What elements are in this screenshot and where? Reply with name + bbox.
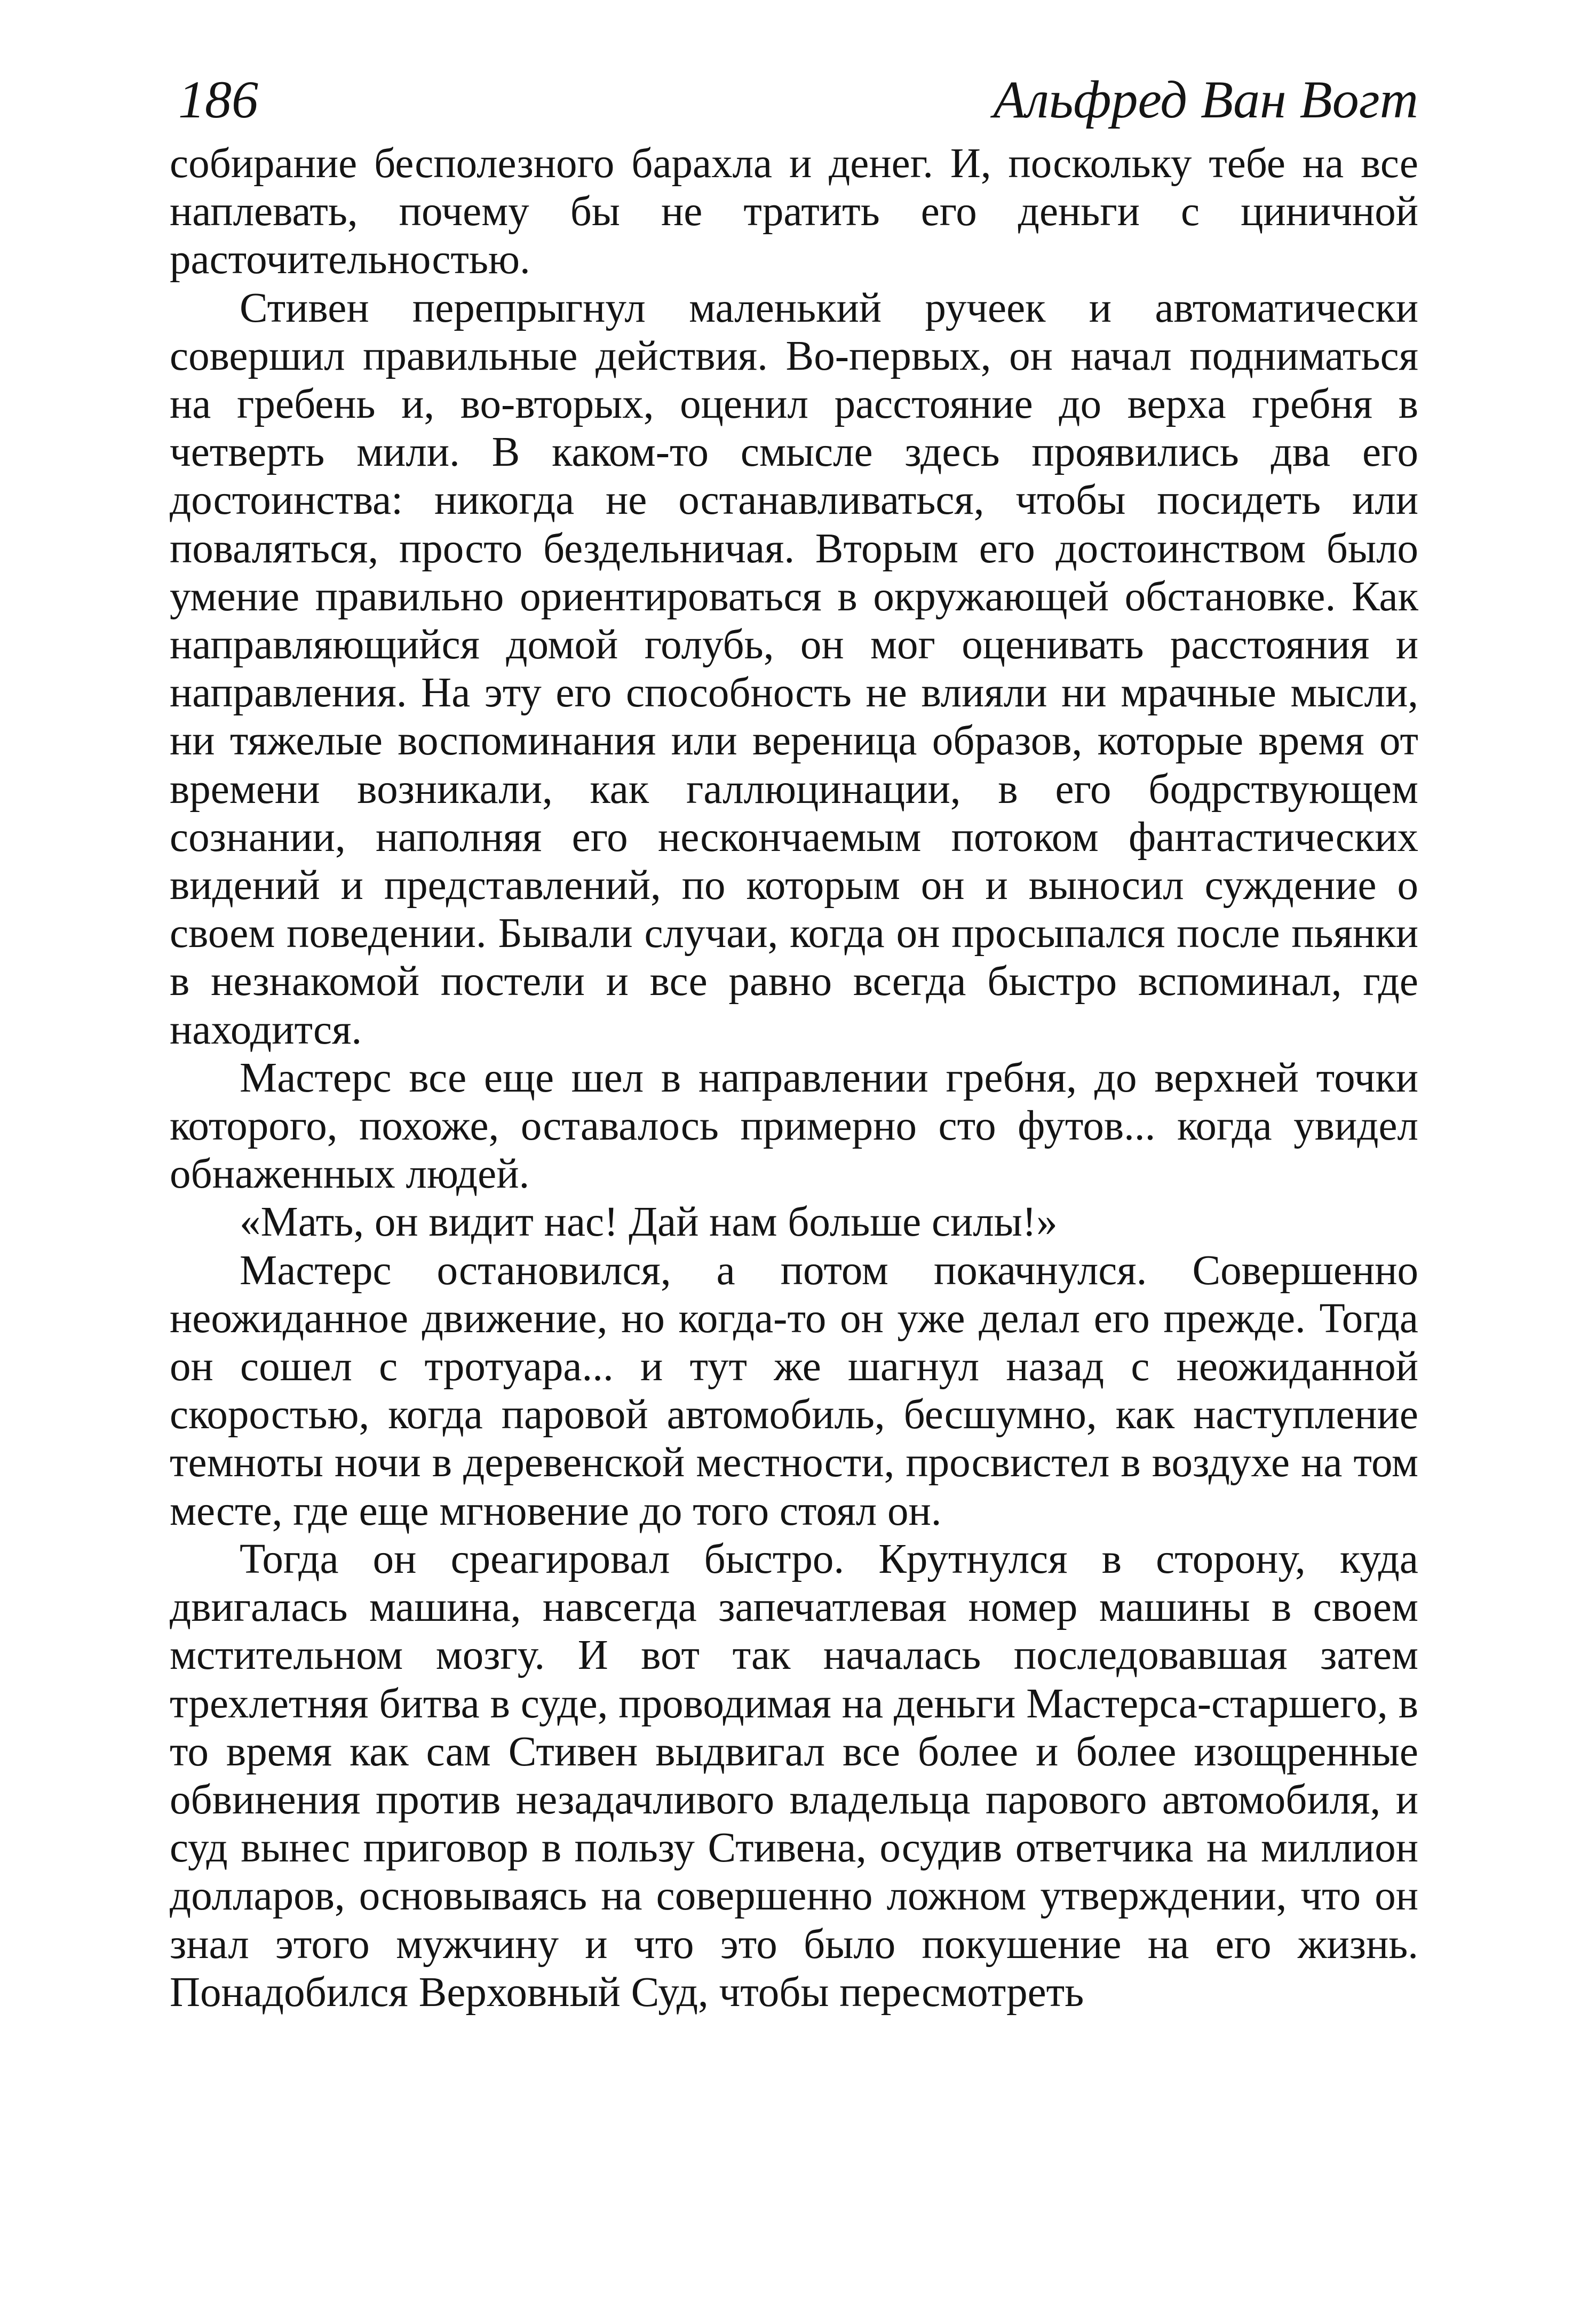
paragraph: Стивен перепрыгнул маленький ручеек и автоматически совершил правильные действия. Во-первых, он начал подниматься на гребень и, во-вторых, оценил расстояние до верха гребня в четверть мили. В каком-то смысле здесь проявились два его достоинства: никогда не останавливаться, чтобы посидеть или поваляться, просто бездельничая. Вторым его достоинством было умение правильно ориентироваться в окружающей обстановке. Как направляющийся домой голубь, он мог оценивать расстояния и направления. На эту его способность не влияли ни мрачные мысли, ни тяжелые воспоминания или вереница образов, которые время от времени возникали, как галлюцинации, в его бодрствующем сознании, наполняя его нескончаемым потоком фантастических видений и представлений, по которым он и выносил суждение о своем поведении. Бывали случаи, когда он просыпался после пьянки в незнакомой постели и все равно всегда быстро вспоминал, где находится.	[170, 284, 1418, 1053]
body-text	[170, 140, 1418, 2017]
paragraph: Тогда он среагировал быстро. Крутнулся в сторону, куда двигалась машина, навсегда запечатлевая номер машины в своем мстительном мозгу. И вот так началась последовавшая затем трехлетняя битва в суде, проводимая на деньги Мастерса-старшего, в то время как сам Стивен выдвигал все более и более изощренные обвинения против незадачливого владельца парового автомобиля, и суд вынес приговор в пользу Стивена, осудив ответчика на миллион долларов, основываясь на совершенно ложном утверждении, что он знал этого мужчину и что это было покушение на его жизнь. Понадобился Верховный Суд, чтобы пересмотреть	[170, 1535, 1418, 2016]
paragraph: «Мать, он видит нас! Дай нам больше силы!»	[240, 1199, 1058, 1246]
book-page	[170, 60, 1418, 2017]
running-head	[170, 60, 1418, 140]
paragraph: Мастерс все еще шел в направлении гребня, до верхней точки которого, похоже, оставалось примерно сто футов... когда увидел обнаженных людей.	[170, 1054, 1418, 1198]
paragraph: Мастерс остановился, а потом покачнулся. Совершенно неожиданное движение, но когда-то он уже делал его прежде. Тогда он сошел с тротуара... и тут же шагнул назад с неожиданной скоростью, когда паровой автомобиль, бесшумно, как наступление темноты ночи в деревенской местности, просвистел в воздухе на том месте, где еще мгновение до того стоял он.	[170, 1247, 1418, 1534]
running-title: Альфред Ван Вогт	[993, 70, 1418, 129]
page-number: 186	[178, 70, 258, 129]
paragraph: собирание бесполезного барахла и денег. И, поскольку тебе на все наплевать, почему бы не тратить его деньги с циничной расточительностью.	[170, 140, 1418, 283]
